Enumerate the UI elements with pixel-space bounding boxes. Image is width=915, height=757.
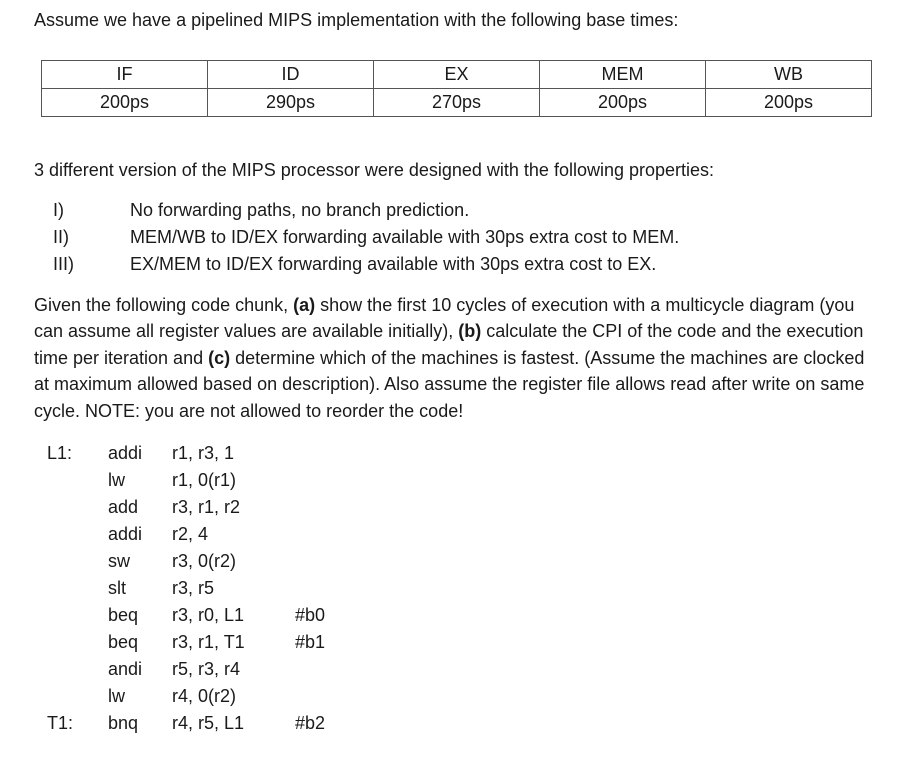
code-operands: r4, r5, L1 (172, 713, 245, 733)
version-3-number: III) (53, 254, 74, 274)
time-wb: 200ps (706, 89, 872, 117)
code-branch-note: #b2 (295, 713, 326, 733)
table-header-row (42, 61, 872, 89)
time-ex: 270ps (374, 89, 540, 117)
header-mem: MEM (540, 61, 706, 89)
code-opcode: sw (108, 551, 130, 571)
question-part-3: calculate the CPI of the code and the execution time per iteration and (34, 321, 864, 368)
code-operands: r3, r1, r2 (172, 497, 241, 517)
header-id: ID (208, 61, 374, 89)
time-mem: 200ps (540, 89, 706, 117)
code-opcode: beq (108, 605, 139, 625)
code-operands: r2, 4 (172, 524, 209, 544)
code-opcode: addi (108, 443, 143, 463)
header-if: IF (42, 61, 208, 89)
question-part-1: Given the following code chunk, (34, 295, 294, 315)
question-part-4: determine which of the machines is fastest. (Assume the machines are clocked at maximum allowed based on description). Also assume the register file allows read after write on same cycle. NOTE: you are not allowed to reorder the code! (34, 347, 865, 421)
question-label-c: (c) (208, 347, 231, 368)
version-1-number: I) (53, 200, 64, 220)
time-if: 200ps (42, 89, 208, 117)
code-operands: r4, 0(r2) (172, 686, 237, 706)
code-operands: r3, r1, T1 (172, 632, 245, 652)
code-opcode: lw (108, 470, 125, 490)
table-times-row (42, 89, 872, 117)
header-ex: EX (374, 61, 540, 89)
version-2-number: II) (53, 227, 69, 247)
code-opcode: lw (108, 686, 125, 706)
stage-times-table (41, 60, 872, 117)
header-wb: WB (706, 61, 872, 89)
code-branch-note: #b1 (295, 632, 326, 652)
time-id: 290ps (208, 89, 374, 117)
intro-text: Assume we have a pipelined MIPS implementation with the following base times: (34, 10, 679, 30)
code-label: T1: (47, 713, 74, 733)
version-1-text: No forwarding paths, no branch prediction. (130, 200, 470, 220)
code-opcode: addi (108, 524, 143, 544)
code-operands: r1, 0(r1) (172, 470, 237, 490)
code-operands: r3, r0, L1 (172, 605, 245, 625)
code-opcode: slt (108, 578, 126, 598)
question-part-2: show the first 10 cycles of execution with a multicycle diagram (you can assume all register values are available initially), (34, 295, 855, 342)
code-opcode: beq (108, 632, 139, 652)
question-label-b: (b) (458, 321, 482, 342)
version-2-text: MEM/WB to ID/EX forwarding available with 30ps extra cost to MEM. (130, 227, 680, 247)
code-opcode: add (108, 497, 139, 517)
code-operands: r3, r5 (172, 578, 215, 598)
code-opcode: andi (108, 659, 143, 679)
code-label: L1: (47, 443, 73, 463)
code-opcode: bnq (108, 713, 139, 733)
version-3-text: EX/MEM to ID/EX forwarding available with 30ps extra cost to EX. (130, 254, 657, 274)
code-branch-note: #b0 (295, 605, 326, 625)
code-operands: r1, r3, 1 (172, 443, 235, 463)
versions-intro-text: 3 different version of the MIPS processor were designed with the following properties: (34, 160, 715, 180)
question-label-a: (a) (293, 295, 316, 315)
code-operands: r5, r3, r4 (172, 659, 241, 679)
question-paragraph (34, 292, 884, 424)
code-operands: r3, 0(r2) (172, 551, 237, 571)
